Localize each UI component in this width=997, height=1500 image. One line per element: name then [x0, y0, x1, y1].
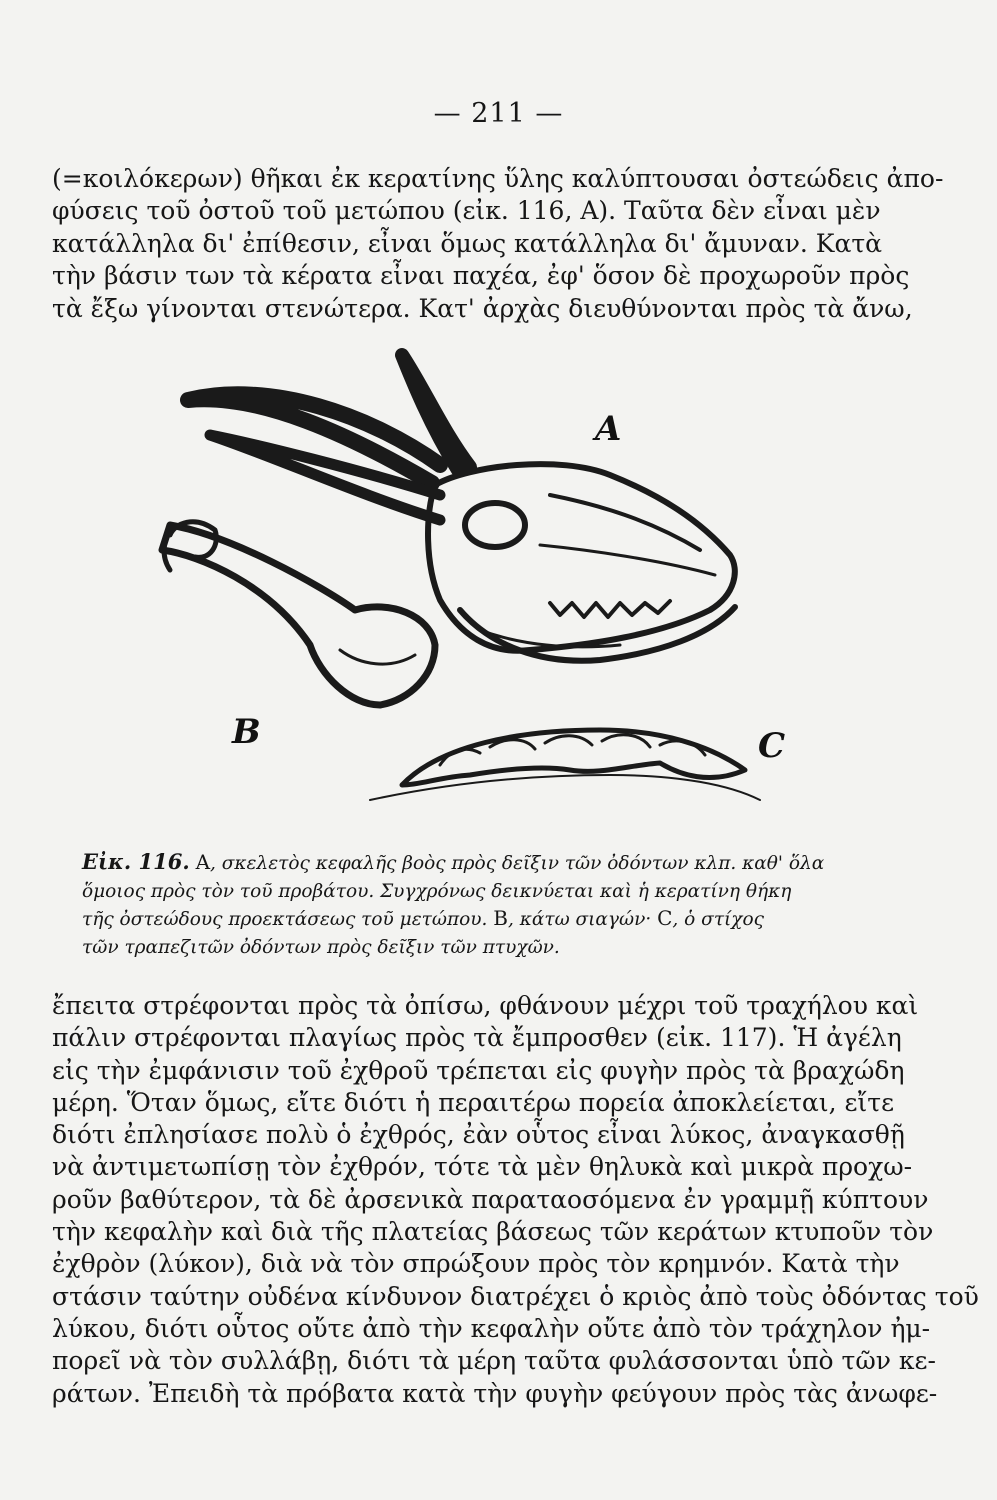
caption-text: , κάτω σιαγών· [507, 909, 658, 930]
paragraph-2-line: μέρη. Ὅταν ὅμως, εἴτε διότι ἡ περαιτέρω πορεία ἀποκλείεται, εἴτε [52, 1087, 895, 1117]
page-number: — 211 — [433, 98, 564, 129]
caption-label-b: B [493, 906, 508, 930]
upper-teeth [550, 601, 670, 617]
paragraph-1-line: κατάλληλα δι' ἐπίθεσιν, εἶναι ὅμως κατάλληλα δι' ἄμυναν. Κατὰ [52, 228, 883, 258]
paragraph-1-line: τὰ ἔξω γίνονται στενώτερα. Κατ' ἀρχὰς διευθύνονται πρὸς τὰ ἄνω, [52, 293, 913, 323]
paragraph-2-line: πορεῖ νὰ τὸν συλλάβῃ, διότι τὰ μέρη ταῦτα φυλάσσονται ὑπὸ τῶν κε- [52, 1346, 936, 1376]
caption-text: τῆς ὀστεώδους προεκτάσεως τοῦ μετώπου. [82, 909, 494, 930]
paragraph-2-line: πάλιν στρέφονται πλαγίως πρὸς τὰ ἔμπροσθεν (εἰκ. 117). Ἡ ἀγέλη [52, 1023, 902, 1053]
caption-line-1 [52, 848, 882, 878]
figure-caption [52, 848, 882, 961]
eye-orbit [465, 503, 525, 547]
bone-b [162, 525, 435, 705]
caption-label-c: C [657, 906, 673, 930]
caption-text: , σκελετὸς κεφαλῆς βοὸς πρὸς δεῖξιν τῶν ὀδόντων κλπ. καθ' ὅλα [210, 853, 825, 874]
paragraph-1-line: φύσεις τοῦ ὀστοῦ τοῦ μετώπου (εἰκ. 116, Α). Ταῦτα δὲν εἶναι μὲν [52, 196, 881, 226]
skull-illustration [140, 345, 790, 845]
paragraph-2-line: στάσιν ταύτην οὐδένα κίνδυνον διατρέχει ὁ κριὸς ἀπὸ τοὺς ὀδόντας τοῦ [52, 1281, 979, 1311]
paragraph-2-line: νὰ ἀντιμετωπίσῃ τὸν ἐχθρόν, τότε τὰ μὲν θηλυκὰ καὶ μικρὰ προχω- [52, 1152, 913, 1182]
caption-line-2: ὅμοιος πρὸς τὸν τοῦ προβάτου. Συγχρόνως δεικνύεται καὶ ἡ κερατίνη θήκη [82, 880, 792, 902]
caption-label-a: Α [195, 850, 211, 874]
paragraph-1-line: τὴν βάσιν των τὰ κέρατα εἶναι παχέα, ἐφ' ὅσον δὲ προχωροῦν πρὸς [52, 261, 910, 291]
molar-row-c [402, 730, 745, 785]
paragraph-2-line: ἔπειτα στρέφονται πρὸς τὰ ὀπίσω, φθάνουν μέχρι τοῦ τραχήλου καὶ [52, 991, 919, 1020]
figure-label-c: C [758, 726, 786, 766]
paragraph-2-line: ροῦν βαθύτερον, τὰ δὲ ἀρσενικὰ παραταοσόμενα ἐν γραμμῇ κύπτουν [52, 1184, 929, 1214]
caption-text: , ὁ στίχος [672, 909, 765, 930]
figure-label-a: A [595, 409, 622, 449]
caption-line-4: τῶν τραπεζιτῶν ὀδόντων πρὸς δεῖξιν τῶν πτυχῶν. [82, 936, 560, 958]
paragraph-2 [52, 990, 979, 1410]
paragraph-1-line: (=κοιλόκερων) θῆκαι ἐκ κερατίνης ὕλης καλύπτουσαι ὀστεώδεις ἀπο- [52, 164, 944, 193]
paragraph-1 [52, 163, 944, 325]
skull-drawing [140, 345, 790, 845]
paragraph-2-line: λύκου, διότι οὗτος οὔτε ἀπὸ τὴν κεφαλὴν οὔτε ἀπὸ τὸν τράχηλον ἠμ- [52, 1313, 931, 1343]
paragraph-2-line: διότι ἐπλησίασε πολὺ ὁ ἐχθρός, ἐὰν οὗτος εἶναι λύκος, ἀναγκασθῇ [52, 1120, 905, 1150]
paragraph-2-line: ράτων. Ἐπειδὴ τὰ πρόβατα κατὰ τὴν φυγὴν φεύγουν πρὸς τὰς ἀνωφε- [52, 1378, 938, 1408]
figure-label-b: B [232, 712, 261, 752]
paragraph-2-line: τὴν κεφαλὴν καὶ διὰ τῆς πλατείας βάσεως τῶν κεράτων κτυποῦν τὸν [52, 1217, 934, 1247]
caption-figure-ref: Εἰκ. 116. [82, 849, 190, 874]
paragraph-2-line: ἐχθρὸν (λύκον), διὰ νὰ τὸν σπρώξουν πρὸς τὸν κρημνόν. Κατὰ τὴν [52, 1249, 900, 1279]
caption-line-3 [52, 905, 882, 934]
paragraph-2-line: εἰς τὴν ἐμφάνισιν τοῦ ἐχθροῦ τρέπεται εἰς φυγὴν πρὸς τὰ βραχώδη [52, 1055, 905, 1085]
